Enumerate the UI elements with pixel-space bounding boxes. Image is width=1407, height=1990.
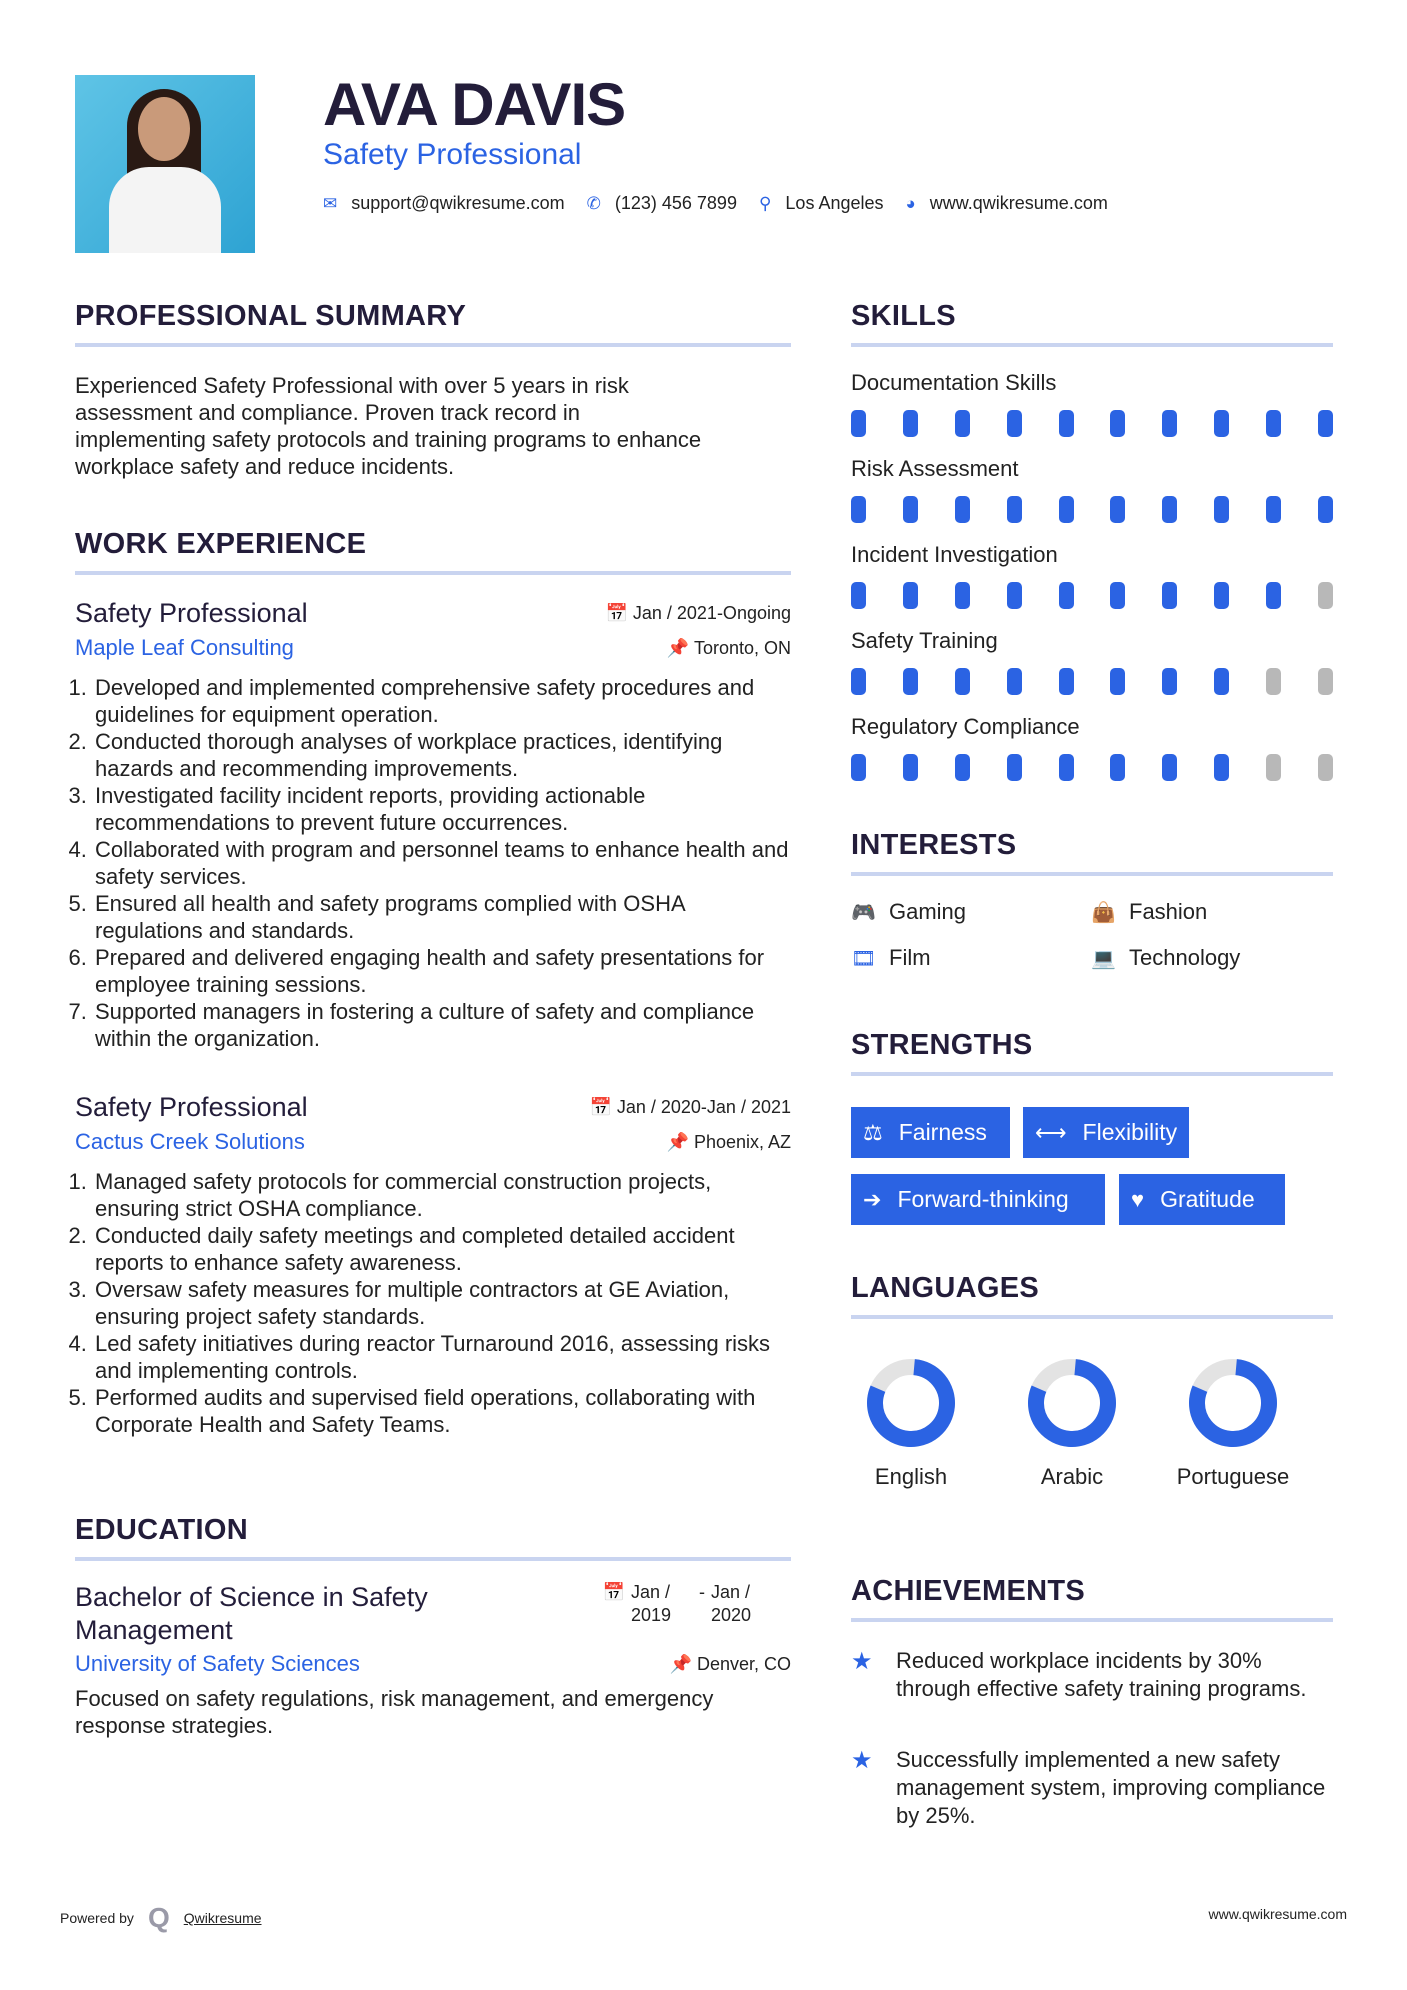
rating-dot-empty [1318, 582, 1333, 609]
phone[interactable]: (123) 456 7899 [614, 193, 737, 213]
rating-dot-filled [903, 496, 918, 523]
rating-dot-filled [1318, 410, 1333, 437]
powered-by-text: Powered by [60, 1910, 134, 1926]
achievements-section [851, 1575, 1333, 1835]
achievement-text: Reduced workplace incidents by 30% through effective safety training programs. [896, 1648, 1307, 1701]
bullet-item: 4. Collaborated with program and personnel teams to enhance health and safety services. [93, 836, 791, 890]
job-location [667, 1132, 791, 1153]
arrows-h-icon: ⟷ [1035, 1119, 1067, 1145]
rating-dot-empty [1266, 668, 1281, 695]
rating-dot-filled [851, 582, 866, 609]
rating-dot-filled [1007, 668, 1022, 695]
location-text: Phoenix, AZ [693, 1131, 791, 1152]
divider [851, 1072, 1333, 1076]
section-title: STRENGTHS [851, 1029, 1033, 1061]
interests-section [851, 829, 1333, 979]
rating-dot-empty [1266, 754, 1281, 781]
strength-badge [1119, 1174, 1285, 1225]
rating-dot-filled [1110, 496, 1125, 523]
phone-icon: ✆ [586, 193, 601, 213]
date-text: Jan / 2021-Ongoing [632, 603, 791, 623]
rating-dot-filled [1007, 582, 1022, 609]
rating-dot-filled [1007, 496, 1022, 523]
rating-dot-filled [1059, 582, 1074, 609]
skill-item [851, 714, 1333, 781]
company: Cactus Creek Solutions [75, 1129, 305, 1154]
skill-name: Risk Assessment [851, 456, 1019, 481]
job-entry [75, 1092, 791, 1438]
rating-dot-filled [1110, 668, 1125, 695]
location-text: Denver, CO [696, 1653, 791, 1674]
rating-dot-filled [1162, 582, 1177, 609]
rating-dot-filled [1214, 754, 1229, 781]
section-title: PROFESSIONAL SUMMARY [75, 300, 467, 332]
bullet-item: 6. Prepared and delivered engaging health and safety presentations for employee training sessions. [93, 944, 791, 998]
rating-dot-empty [1318, 754, 1333, 781]
languages-section [851, 1272, 1333, 1532]
section-title: LANGUAGES [851, 1272, 1039, 1304]
calendar-icon: 📅 [605, 603, 633, 623]
website[interactable]: www.qwikresume.com [929, 193, 1108, 213]
bullet-item: 4. Led safety initiatives during reactor Turnaround 2016, assessing risks and implementing controls. [93, 1330, 791, 1384]
footer-powered [60, 1902, 262, 1934]
bullet-item: 2. Conducted thorough analyses of workplace practices, identifying hazards and recommending improvements. [93, 728, 791, 782]
envelope-icon: ✉ [323, 193, 338, 213]
strength-badge [851, 1174, 1105, 1225]
experience-section [75, 528, 791, 575]
job-bullets [75, 674, 791, 1052]
skill-rating [851, 754, 1333, 781]
balance-scale-icon: ⚖ [863, 1119, 883, 1145]
rating-dot-filled [1266, 582, 1281, 609]
candidate-role: Safety Professional [323, 138, 582, 171]
interest-technology [1091, 945, 1240, 971]
rating-dot-filled [1059, 496, 1074, 523]
rating-dot-filled [1214, 410, 1229, 437]
date-text: Jan / 2020-Jan / 2021 [616, 1097, 791, 1117]
job-entry [75, 598, 791, 1052]
skill-rating [851, 496, 1333, 523]
job-date [605, 603, 791, 624]
education-section [75, 1514, 791, 1739]
bullet-item: 7. Supported managers in fostering a culture of safety and compliance within the organization. [93, 998, 791, 1052]
rating-dot-filled [903, 668, 918, 695]
footer-url[interactable]: www.qwikresume.com [1208, 1906, 1347, 1922]
rating-dot-filled [903, 582, 918, 609]
bullet-item: 2. Conducted daily safety meetings and completed detailed accident reports to enhance safety awareness. [93, 1222, 791, 1276]
profile-photo [75, 75, 255, 253]
laptop-icon: 💻 [1091, 947, 1116, 970]
rating-dot-filled [955, 410, 970, 437]
rating-dot-filled [851, 668, 866, 695]
rating-dot-filled [1059, 754, 1074, 781]
strength-label: Gratitude [1160, 1186, 1255, 1212]
job-location [667, 638, 791, 659]
rating-dot-filled [1007, 754, 1022, 781]
interest-label: Fashion [1129, 899, 1208, 924]
calendar-icon: 📅 [589, 1097, 617, 1117]
skill-item [851, 542, 1333, 609]
divider [851, 872, 1333, 876]
interest-gaming [851, 899, 966, 925]
skill-name: Regulatory Compliance [851, 714, 1080, 739]
heart-icon: ♥ [1131, 1186, 1145, 1212]
strength-badge [1023, 1107, 1189, 1158]
skill-item [851, 628, 1333, 695]
divider [75, 343, 791, 347]
section-title: EDUCATION [75, 1514, 248, 1546]
skill-item [851, 456, 1333, 523]
bullet-item: 1. Managed safety protocols for commercial construction projects, ensuring strict OSHA compliance. [93, 1168, 791, 1222]
rating-dot-empty [1318, 668, 1333, 695]
map-marker-icon: ⚲ [758, 193, 772, 213]
rating-dot-filled [1162, 496, 1177, 523]
strength-label: Flexibility [1082, 1119, 1178, 1145]
rating-dot-filled [1110, 582, 1125, 609]
skills-section [851, 300, 1333, 800]
end-date: Jan / 2020 [711, 1582, 752, 1625]
job-title: Safety Professional [75, 598, 308, 628]
qwikresume-logo-icon: Q [147, 1902, 170, 1933]
rating-dot-filled [851, 410, 866, 437]
rating-dot-filled [955, 668, 970, 695]
skill-name: Safety Training [851, 628, 998, 653]
skills-list [851, 370, 1333, 781]
skill-rating [851, 582, 1333, 609]
divider [851, 343, 1333, 347]
bullet-item: 1. Developed and implemented comprehensive safety procedures and guidelines for equipment operation. [93, 674, 791, 728]
language-item [1002, 1358, 1142, 1491]
skill-name: Incident Investigation [851, 542, 1058, 567]
section-title: SKILLS [851, 300, 956, 332]
rating-dot-filled [1214, 668, 1229, 695]
rating-dot-filled [1214, 582, 1229, 609]
language-item [1163, 1358, 1303, 1491]
divider [851, 1315, 1333, 1319]
job-title: Safety Professional [75, 1092, 308, 1122]
interest-label: Gaming [889, 899, 967, 924]
language-donut [1188, 1358, 1278, 1448]
rating-dot-filled [955, 754, 970, 781]
divider [851, 1618, 1333, 1622]
strength-label: Fairness [898, 1119, 987, 1145]
location-text: Toronto, ON [693, 637, 791, 658]
gamepad-icon: 🎮 [851, 901, 876, 924]
rating-dot-filled [903, 754, 918, 781]
divider [75, 571, 791, 575]
rating-dot-filled [1059, 668, 1074, 695]
summary-text: Experienced Safety Professional with over 5 years in risk assessment and compliance. Proven track record in implementing safety protocols and training programs to enhance workplace safety and reduce incidents. [75, 373, 702, 479]
arrow-right-icon: ➔ [863, 1186, 882, 1212]
star-icon: ★ [851, 1648, 873, 1675]
strengths-section [851, 1029, 1333, 1229]
pushpin-icon: 📌 [666, 637, 694, 658]
bullet-item: 5. Performed audits and supervised field operations, collaborating with Corporate Health and Safety Teams. [93, 1384, 791, 1438]
start-date: Jan / 2019 [631, 1582, 672, 1625]
divider [75, 1557, 791, 1561]
rating-dot-filled [1110, 754, 1125, 781]
section-title: INTERESTS [851, 829, 1017, 861]
language-donut [866, 1358, 956, 1448]
rating-dot-filled [1162, 668, 1177, 695]
email[interactable]: support@qwikresume.com [351, 193, 565, 213]
section-title: WORK EXPERIENCE [75, 528, 367, 560]
rating-dot-filled [1266, 496, 1281, 523]
strength-label: Forward-thinking [897, 1186, 1069, 1212]
rating-dot-filled [903, 410, 918, 437]
star-icon: ★ [851, 1747, 873, 1774]
rating-dot-filled [851, 754, 866, 781]
rating-dot-filled [1162, 410, 1177, 437]
company: Maple Leaf Consulting [75, 635, 294, 660]
education-location [670, 1654, 791, 1675]
skill-name: Documentation Skills [851, 370, 1057, 395]
skill-item [851, 370, 1333, 437]
interest-fashion [1091, 899, 1207, 925]
education-dates [603, 1581, 761, 1627]
rating-dot-filled [1214, 496, 1229, 523]
degree: Bachelor of Science in Safety Management [75, 1582, 428, 1645]
strength-badge [851, 1107, 1010, 1158]
rating-dot-filled [1007, 410, 1022, 437]
calendar-icon: 📅 [602, 1582, 625, 1602]
bullet-item: 5. Ensured all health and safety programs complied with OSHA regulations and standards. [93, 890, 791, 944]
job-date [589, 1097, 791, 1118]
interest-label: Film [889, 945, 931, 970]
language-donut [1027, 1358, 1117, 1448]
achievement-text: Successfully implemented a new safety management system, improving compliance by 25%. [896, 1747, 1326, 1828]
pushpin-icon: 📌 [669, 1653, 697, 1674]
globe-icon: ◕ [905, 193, 916, 213]
rating-dot-filled [1266, 410, 1281, 437]
bullet-item: 3. Oversaw safety measures for multiple contractors at GE Aviation, ensuring project safety standards. [93, 1276, 791, 1330]
rating-dot-filled [955, 496, 970, 523]
shopping-bag-icon: 👜 [1091, 901, 1116, 924]
skill-rating [851, 668, 1333, 695]
job-bullets [75, 1168, 791, 1438]
rating-dot-filled [1059, 410, 1074, 437]
achievement-item [851, 1746, 1336, 1830]
skill-rating [851, 410, 1333, 437]
location: Los Angeles [785, 193, 884, 213]
achievement-item [851, 1647, 1336, 1703]
interest-label: Technology [1129, 945, 1241, 970]
brand-link[interactable]: Qwikresume [183, 1910, 262, 1926]
bullet-item: 3. Investigated facility incident reports, providing actionable recommendations to prevent future occurrences. [93, 782, 791, 836]
language-item [841, 1358, 981, 1491]
rating-dot-filled [1162, 754, 1177, 781]
education-text: Focused on safety regulations, risk management, and emergency response strategies. [75, 1686, 714, 1738]
interest-film [851, 945, 931, 971]
rating-dot-filled [1110, 410, 1125, 437]
section-title: ACHIEVEMENTS [851, 1575, 1086, 1607]
language-name: Arabic [1040, 1464, 1104, 1489]
language-name: English [874, 1464, 948, 1489]
date-separator: - [699, 1582, 705, 1602]
film-icon: 🎞 [851, 947, 877, 970]
pushpin-icon: 📌 [666, 1131, 694, 1152]
candidate-name: AVA DAVIS [323, 71, 626, 138]
rating-dot-filled [955, 582, 970, 609]
summary-section [75, 300, 791, 480]
school: University of Safety Sciences [75, 1651, 360, 1676]
rating-dot-filled [1318, 496, 1333, 523]
rating-dot-filled [851, 496, 866, 523]
language-name: Portuguese [1176, 1464, 1290, 1489]
contact-row [323, 193, 1130, 214]
